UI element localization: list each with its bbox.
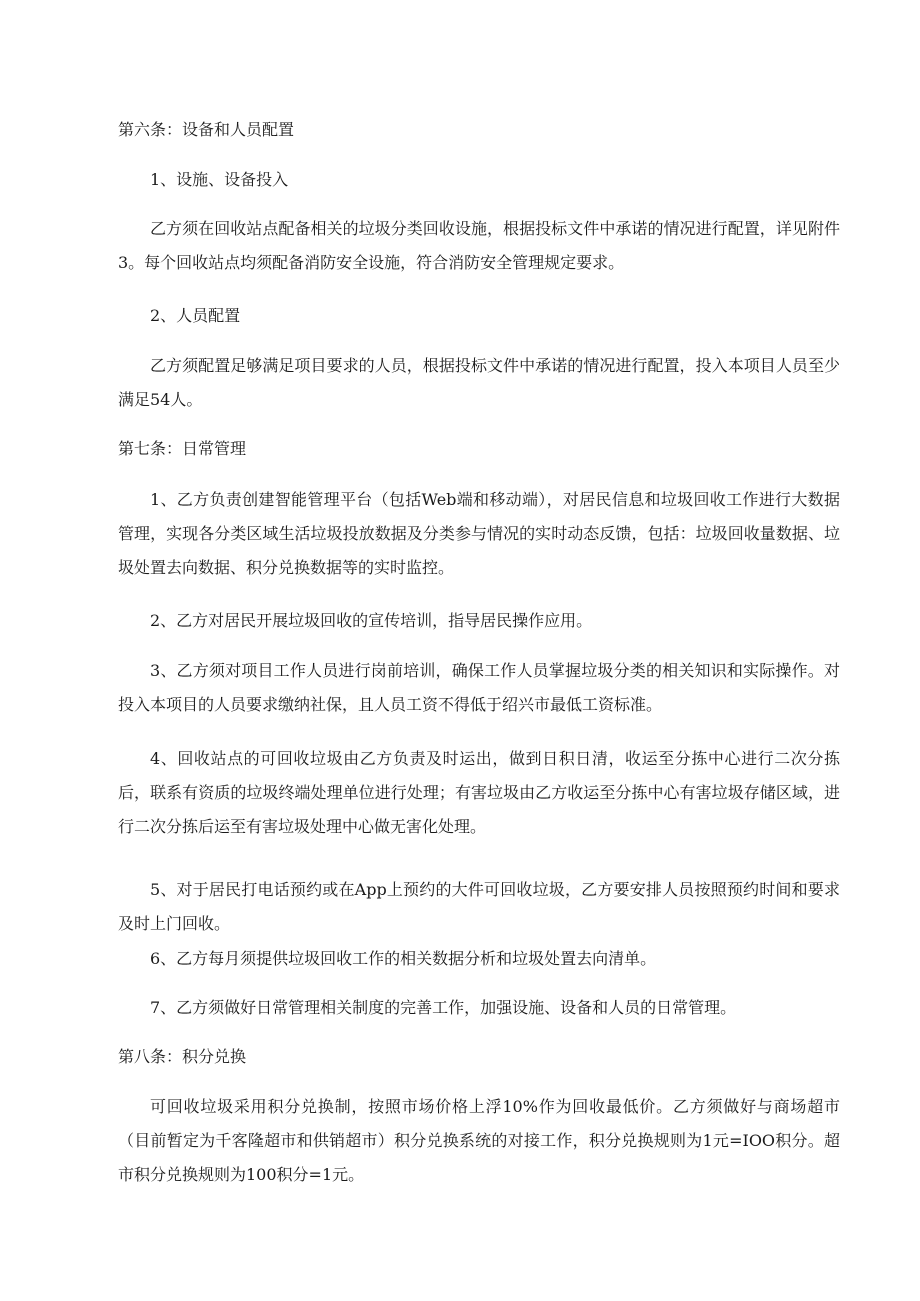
paragraph-staffing: 乙方须配置足够满足项目要求的人员，根据投标文件中承诺的情况进行配置，投入本项目人员至少满足54人。 (118, 356, 840, 409)
paragraph-daily-5: 5、对于居民打电话预约或在App上预约的大件可回收垃圾，乙方要安排人员按照预约时间和要求及时上门回收。 (118, 880, 840, 933)
section-heading-6: 第六条：设备和人员配置 (118, 120, 295, 139)
paragraph-daily-3: 3、乙方须对项目工作人员进行岗前培训，确保工作人员掌握垃圾分类的相关知识和实际操作。对投入本项目的人员要求缴纳社保，且人员工资不得低于绍兴市最低工资标准。 (118, 661, 840, 714)
paragraph-facilities: 乙方须在回收站点配备相关的垃圾分类回收设施，根据投标文件中承诺的情况进行配置，详见附件3。每个回收站点均须配备消防安全设施，符合消防安全管理规定要求。 (118, 219, 840, 272)
paragraph-daily-2: 2、乙方对居民开展垃圾回收的宣传培训，指导居民操作应用。 (150, 611, 593, 630)
subheading-facilities: 1、设施、设备投入 (150, 170, 289, 189)
paragraph-daily-4: 4、回收站点的可回收垃圾由乙方负责及时运出，做到日积日清，收运至分拣中心进行二次分拣后，联系有资质的垃圾终端处理单位进行处理；有害垃圾由乙方收运至分拣中心有害垃圾存储区域，进行二次分拣后运至有害垃圾处理中心做无害化处理。 (118, 749, 840, 836)
subheading-staffing: 2、人员配置 (150, 306, 241, 325)
paragraph-daily-1: 1、乙方负责创建智能管理平台（包括Web端和移动端），对居民信息和垃圾回收工作进行大数据管理，实现各分类区域生活垃圾投放数据及分类参与情况的实时动态反馈，包括：垃圾回收量数据、垃圾处置去向数据、积分兑换数据等的实时监控。 (118, 490, 840, 577)
paragraph-daily-6: 6、乙方每月须提供垃圾回收工作的相关数据分析和垃圾处置去向清单。 (150, 949, 657, 968)
paragraph-points: 可回收垃圾采用积分兑换制，按照市场价格上浮10%作为回收最低价。乙方须做好与商场超市（目前暂定为千客隆超市和供销超市）积分兑换系统的对接工作，积分兑换规则为1元=IOO积分。超市积分兑换规则为100积分=1元。 (118, 1097, 840, 1184)
section-heading-8: 第八条：积分兑换 (118, 1047, 247, 1066)
section-heading-7: 第七条：日常管理 (118, 439, 247, 458)
paragraph-daily-7: 7、乙方须做好日常管理相关制度的完善工作，加强设施、设备和人员的日常管理。 (150, 998, 737, 1017)
